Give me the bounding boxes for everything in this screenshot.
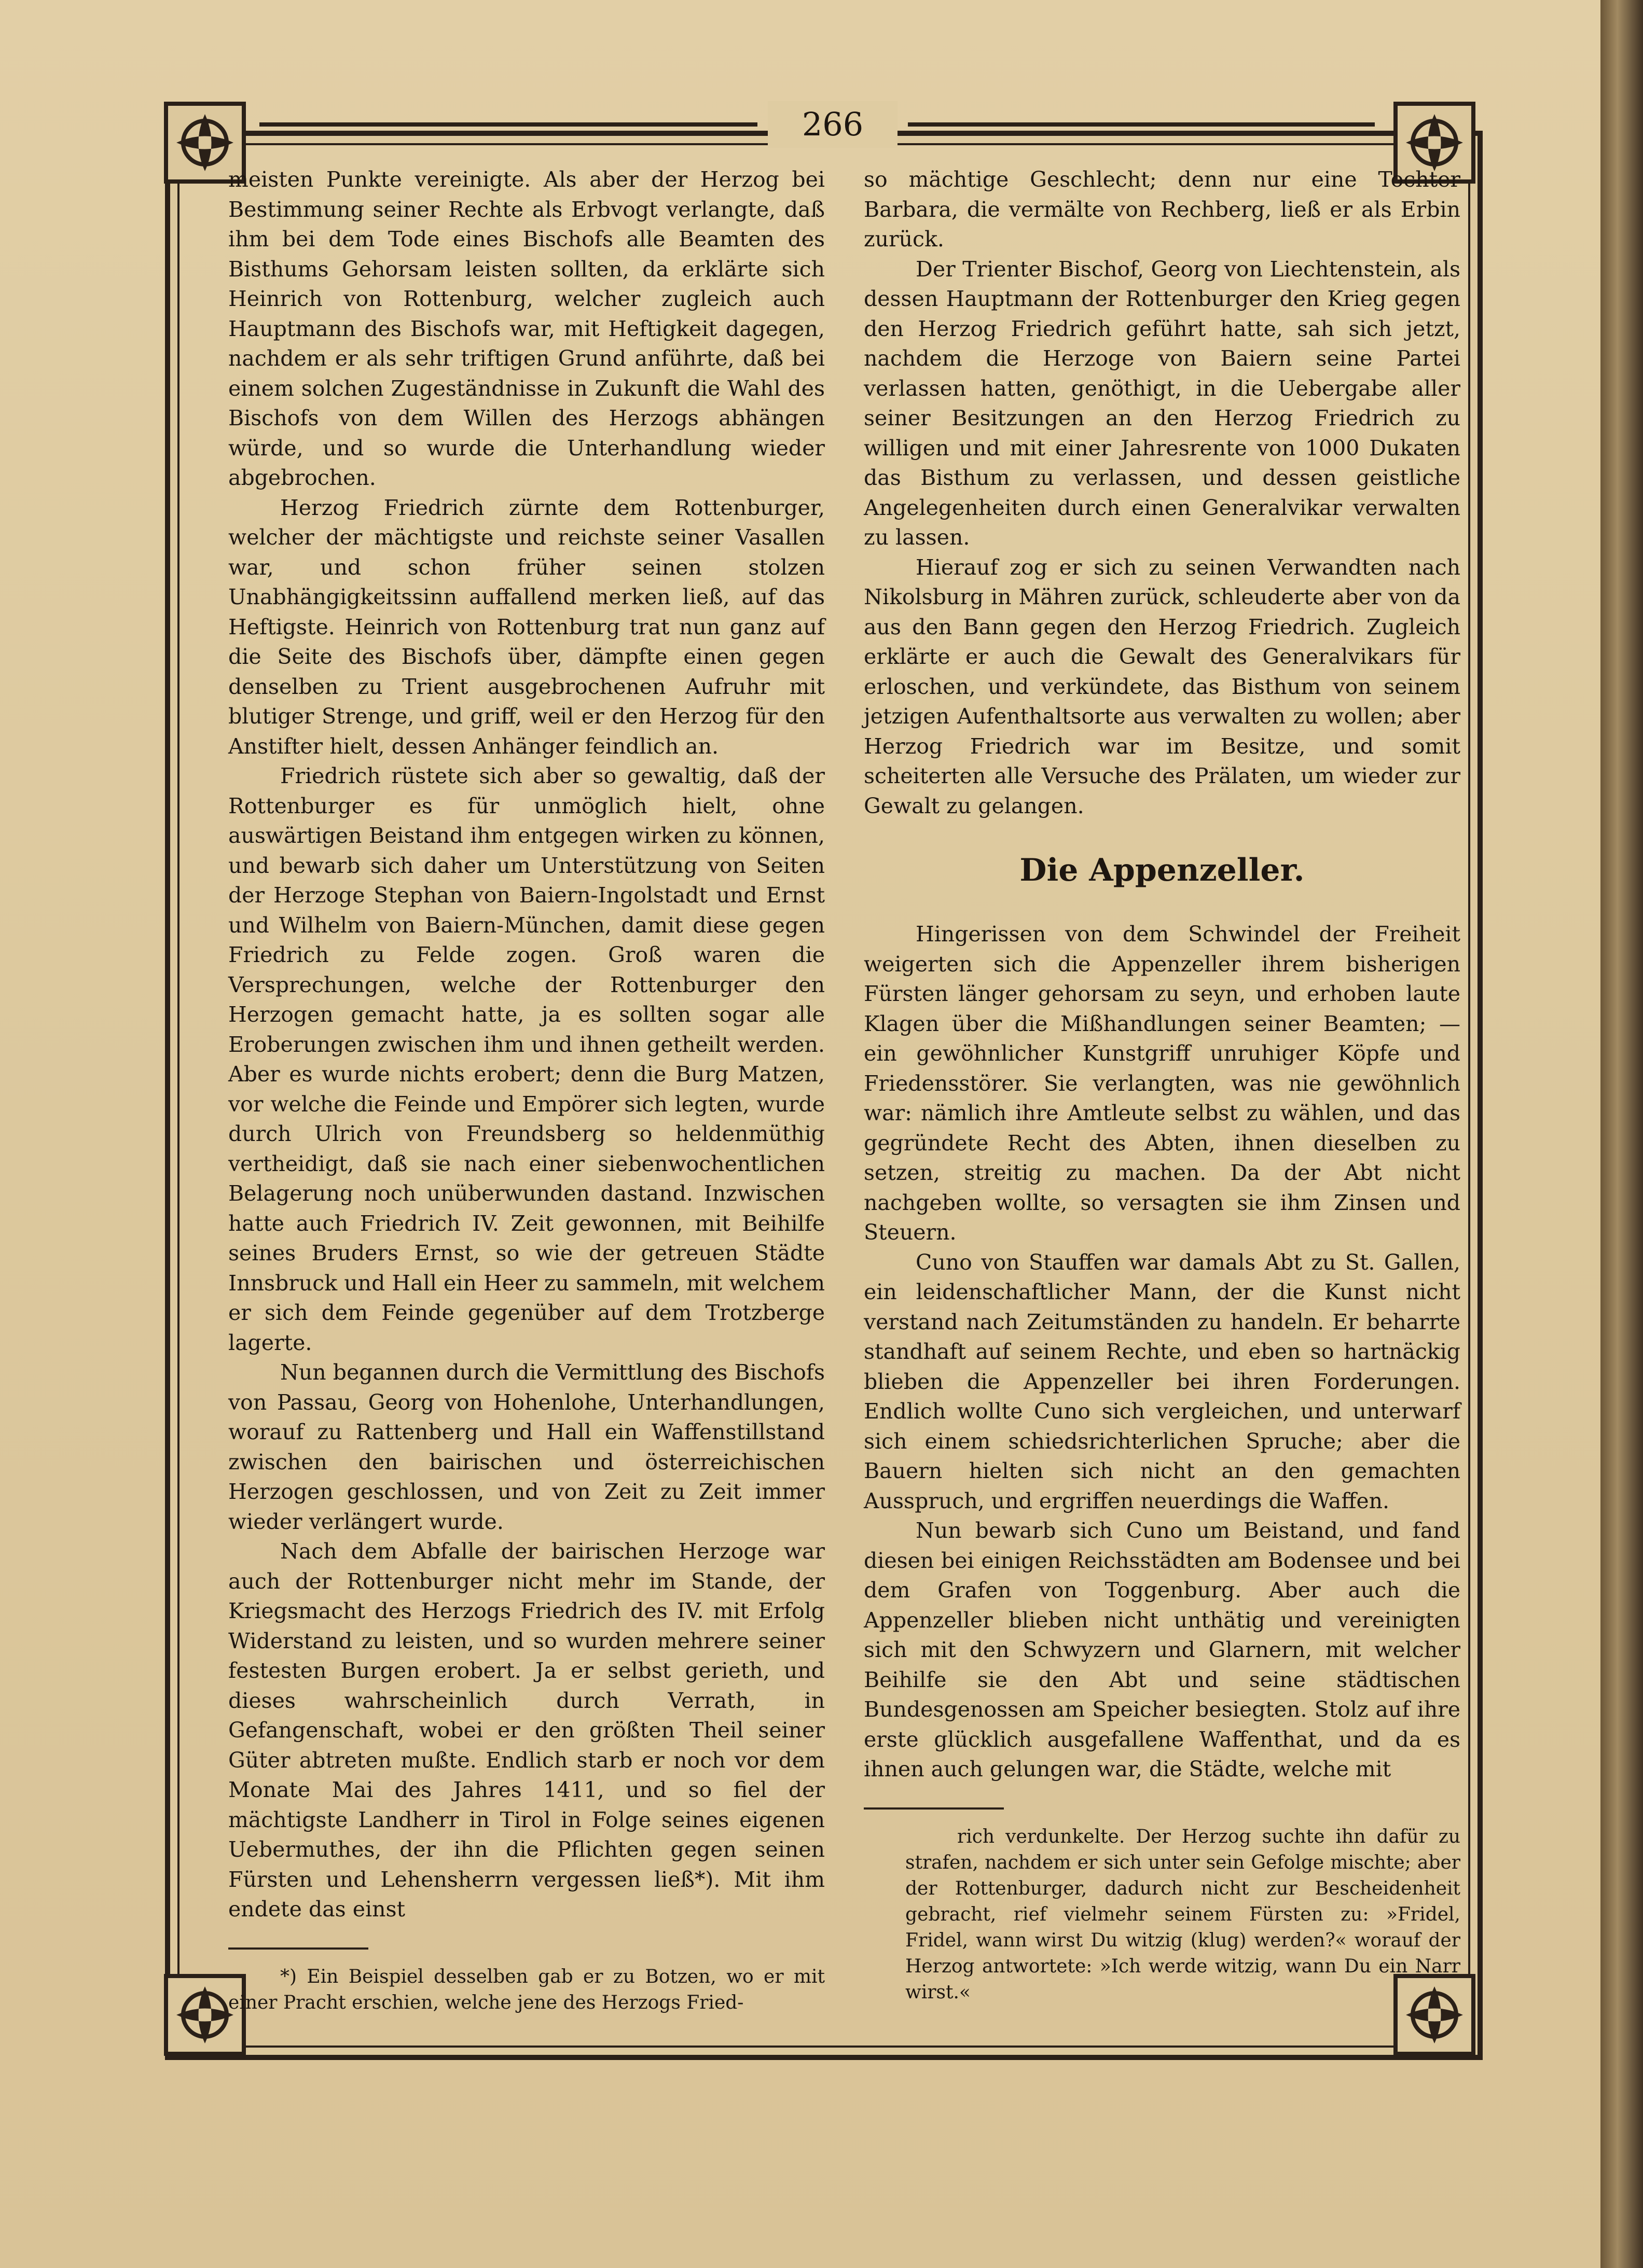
left-column bbox=[228, 165, 825, 2016]
page-number: 266 bbox=[768, 101, 898, 148]
book-spine bbox=[1600, 0, 1643, 2268]
right-paragraph-5: Cuno von Stauffen war damals Abt zu St. Gallen, ein leidenschaftlicher Mann, der die Kunst nicht verstand nach Zeitumständen zu handeln. Er beharrte standhaft auf seinem Rechte, und eben so hartnäckig blieben die Appenzeller bei ihren Forderungen. Endlich wollte Cuno sich vergleichen, und unterwarf sich einem schiedsrichterlichen Spruche; aber die Bauern hielten sich nicht an den gemachten Ausspruch, und ergriffen neuerdings die Waffen. bbox=[864, 1249, 1460, 1513]
section-title: Die Appenzeller. bbox=[1019, 852, 1305, 888]
left-paragraph-3: Friedrich rüstete sich aber so gewaltig, daß der Rottenburger es für unmöglich hielt, ohne auswärtigen Beistand ihm entgegen wirken zu können, und bewarb sich daher um Unterstützung von Seiten der Herzoge Stephan von Baiern-Ingolstadt und Ernst und Wilhelm von Baiern-München, damit diese gegen Friedrich zu Felde zogen. Groß waren die Versprechungen, welche der Rottenburger den Herzogen gemacht hatte, ja es sollten sogar alle Eroberungen zwischen ihm und ihnen getheilt werden. Aber es wurde nichts erobert; denn die Burg Matzen, vor welche die Feinde und Empörer sich legten, wurde durch Ulrich von Freundsberg so heldenmüthig vertheidigt, daß sie nach einer siebenwochentlichen Belagerung noch unüberwunden dastand. Inzwischen hatte auch Friedrich IV. Zeit gewonnen, mit Beihilfe seines Bruders Ernst, so wie der getreuen Städte Innsbruck und Hall ein Heer zu sammeln, mit welchem er sich dem Feinde gegenüber auf dem Trotzberge lagerte. bbox=[228, 763, 825, 1355]
header-rule-right bbox=[908, 122, 1375, 127]
left-paragraph-1: meisten Punkte vereinigte. Als aber der Herzog bei Bestimmung seiner Rechte als Erbvogt verlangte, daß ihm bei dem Tode eines Bischofs alle Beamten des Bisthums Gehorsam leisten sollten, da erklärte sich Heinrich von Rottenburg, welcher zugleich auch Hauptmann des Bischofs war, mit Heftigkeit dagegen, nachdem er als sehr triftigen Grund anführte, daß bei einem solchen Zugeständnisse in Zukunft die Wahl des Bischofs von dem Willen des Herzogs abhängen würde, und so wurde die Unterhandlung wieder abgebrochen. bbox=[228, 167, 825, 490]
left-paragraph-4: Nun begannen durch die Vermittlung des Bischofs von Passau, Georg von Hohenlohe, Unterhandlungen, worauf zu Rattenberg und Hall ein Waffenstillstand zwischen den bairischen und österreichischen Herzogen geschlossen, und von Zeit zu Zeit immer wieder verlängert wurde. bbox=[228, 1360, 825, 1534]
right-paragraph-3: Hierauf zog er sich zu seinen Verwandten nach Nikolsburg in Mähren zurück, schleuderte aber von da aus den Bann gegen den Herzog Friedrich. Zugleich erklärte er auch die Gewalt des Generalvikars für erloschen, und verkündete, das Bisthum von seinem jetzigen Aufenthaltsorte aus verwalten zu wollen; aber Herzog Friedrich war im Besitze, und somit scheiterten alle Versuche des Prälaten, um wieder zur Gewalt zu gelangen. bbox=[864, 554, 1460, 818]
left-paragraph-5: Nach dem Abfalle der bairischen Herzoge war auch der Rottenburger nicht mehr im Stande, der Kriegsmacht des Herzogs Friedrich des IV. mit Erfolg Widerstand zu leisten, und so wurden mehrere seiner festesten Burgen erobert. Ja er selbst gerieth, und dieses wahrscheinlich durch Verrath, in Gefangenschaft, wobei er den größten Theil seiner Güter abtreten mußte. Endlich starb er noch vor dem Monate Mai des Jahres 1411, und so fiel der mächtigste Landherr in Tirol in Folge seines eigenen Uebermuthes, der ihn die Pflichten gegen seinen Fürsten und Lehensherrn vergessen ließ*). Mit ihm endete das einst bbox=[228, 1539, 825, 1922]
footnote-rule-left bbox=[228, 1947, 368, 1950]
left-paragraph-2: Herzog Friedrich zürnte dem Rottenburger, welcher der mächtigste und reichste seiner Vasallen war, und schon früher seinen stolzen Unabhängigkeitssinn auffallend merken ließ, auf das Heftigste. Heinrich von Rottenburg trat nun ganz auf die Seite des Bischofs über, dämpfte einen gegen denselben zu Trient ausgebrochenen Aufruhr mit blutiger Strenge, und griff, weil er den Herzog für den Anstifter hielt, dessen Anhänger feindlich an. bbox=[228, 495, 825, 759]
footnote-left-text: *) Ein Beispiel desselben gab er zu Botzen, wo er mit einer Pracht erschien, welche jene des Herzogs Fried- bbox=[228, 1966, 825, 2013]
footnote-right-text: rich verdunkelte. Der Herzog suchte ihn dafür zu strafen, nachdem er sich unter sein Gefolge mischte; aber der Rottenburger, dadurch nicht zur Bescheidenheit gebracht, rief vielmehr seinem Fürsten zu: »Fridel, Fridel, wann wirst Du witzig (klug) werden?« worauf der Herzog antwortete: »Ich werde witzig, wann Du ein Narr wirst.« bbox=[905, 1826, 1460, 2003]
footnote-rule-right bbox=[864, 1807, 1004, 1810]
right-column bbox=[864, 165, 1460, 2006]
right-paragraph-6: Nun bewarb sich Cuno um Beistand, und fand diesen bei einigen Reichsstädten am Bodensee und bei dem Grafen von Toggenburg. Aber auch die Appenzeller blieben nicht unthätig und vereinigten sich mit den Schwyzern und Glarnern, mit welcher Beihilfe sie den Abt und seine städtischen Bundesgenossen am Speicher besiegten. Stolz auf ihre erste glücklich ausgefallene Waffenthat, und da es ihnen auch gelungen war, die Städte, welche mit bbox=[864, 1518, 1460, 1782]
footnote-right bbox=[864, 1824, 1460, 2006]
footnote-left bbox=[228, 1964, 825, 2016]
right-paragraph-1: so mächtige Geschlecht; denn nur eine Tochter Barbara, die vermälte von Rechberg, ließ er als Erbin zurück. bbox=[864, 167, 1460, 252]
right-paragraph-4: Hingerissen von dem Schwindel der Freiheit weigerten sich die Appenzeller ihrem bisherigen Fürsten länger gehorsam zu seyn, und erhoben laute Klagen über die Mißhandlungen seiner Beamten; — ein gewöhnlicher Kunstgriff unruhiger Köpfe und Friedensstörer. Sie verlangten, was nie gewöhnlich war: nämlich ihre Amtleute selbst zu wählen, und das gegründete Recht des Abten, ihnen dieselben zu setzen, streitig zu machen. Da der Abt nicht nachgeben wollte, so versagten sie ihm Zinsen und Steuern. bbox=[864, 922, 1460, 1245]
header-rule-left bbox=[259, 122, 757, 127]
right-paragraph-2: Der Trienter Bischof, Georg von Liechtenstein, als dessen Hauptmann der Rottenburger den Krieg gegen den Herzog Friedrich geführt hatte, sah sich jetzt, nachdem die Herzoge von Baiern seine Partei verlassen hatten, genöthigt, in die Uebergabe aller seiner Besitzungen an den Herzog Friedrich zu willigen und mit einer Jahresrente von 1000 Dukaten das Bisthum zu verlassen, und dessen geistliche Angelegenheiten durch einen Generalvikar verwalten zu lassen. bbox=[864, 256, 1460, 550]
